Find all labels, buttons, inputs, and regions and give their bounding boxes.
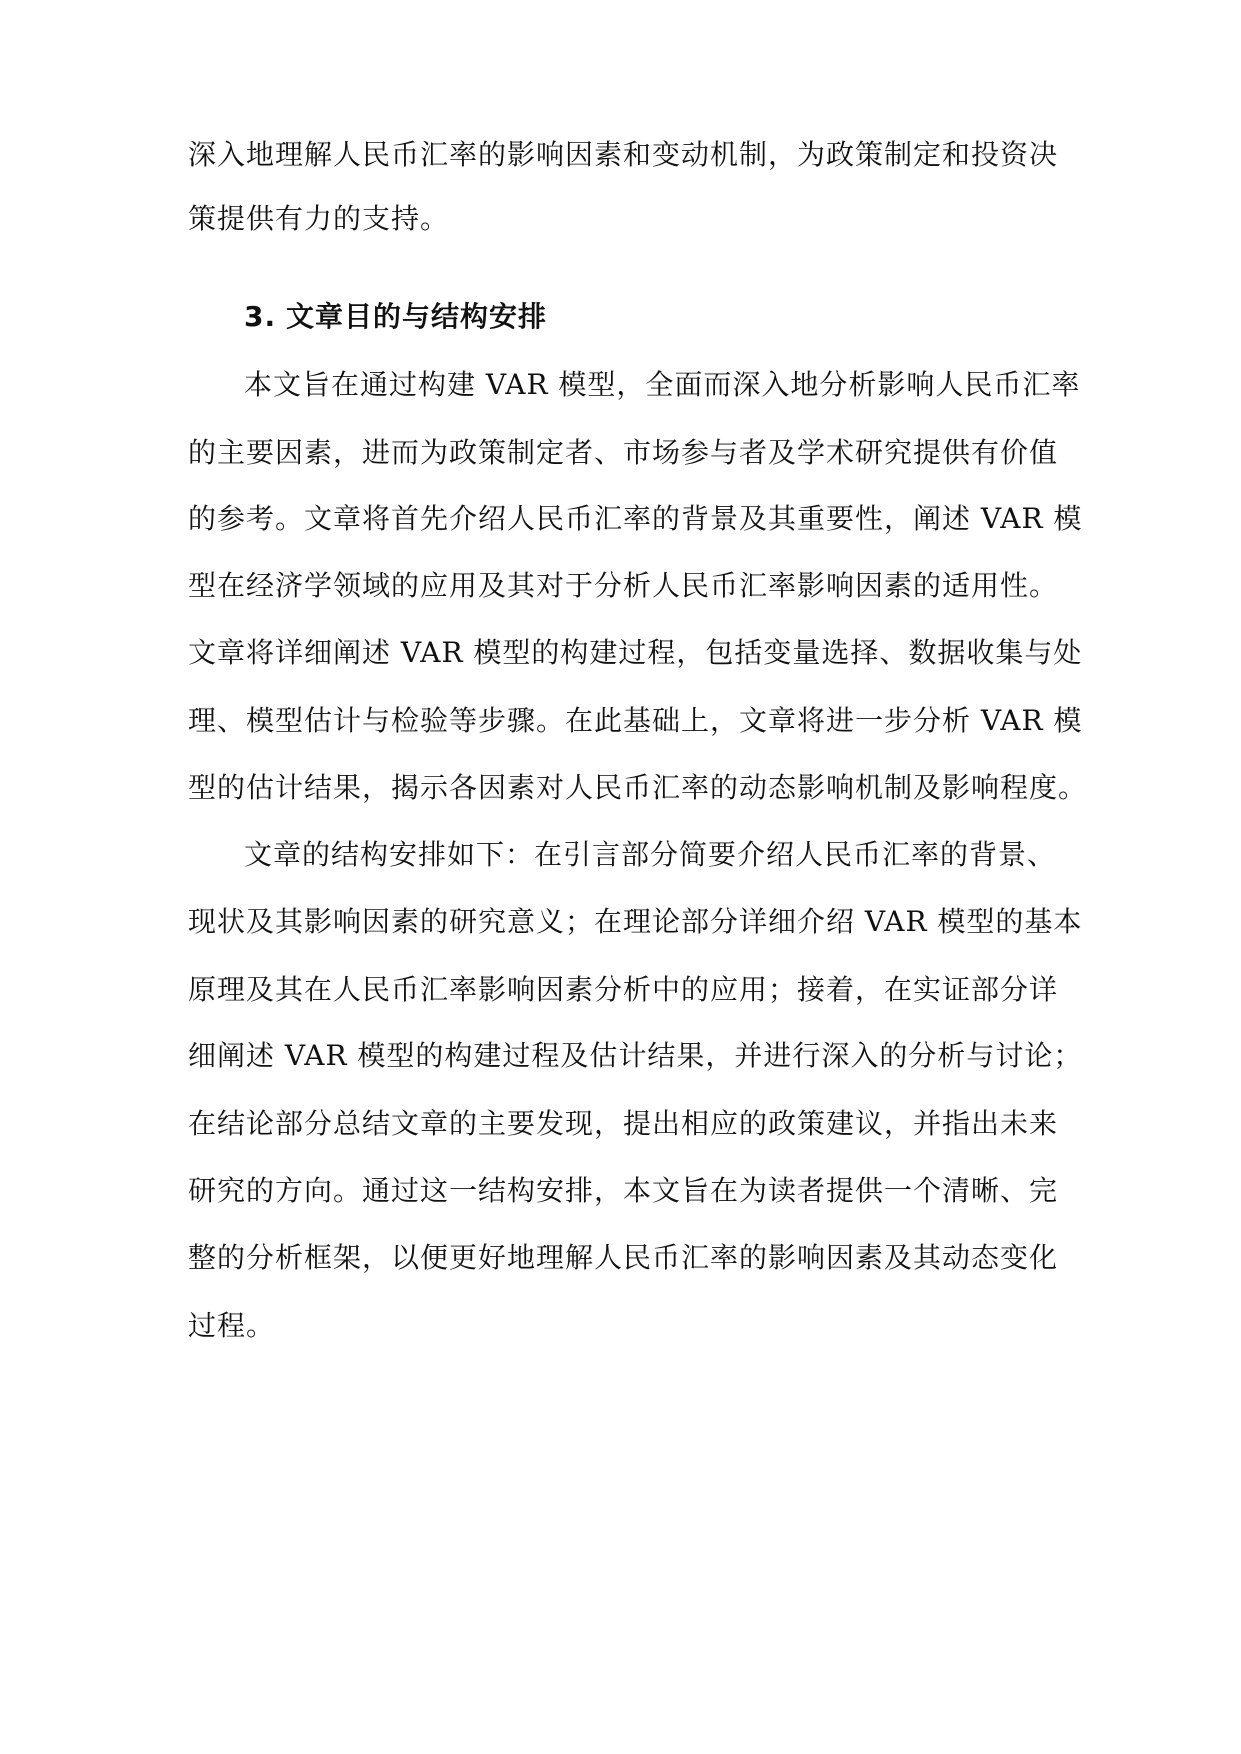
body-text-line: 本文旨在通过构建 VAR 模型，全面而深入地分析影响人民币汇率	[244, 368, 1081, 401]
body-text-line: 原理及其在人民币汇率影响因素分析中的应用；接着，在实证部分详	[188, 973, 1059, 1006]
body-text-line: 策提供有力的支持。	[188, 202, 450, 235]
body-text-line: 文章将详细阐述 VAR 模型的构建过程，包括变量选择、数据收集与处	[188, 636, 1083, 669]
section-title: 文章目的与结构安排	[286, 300, 548, 333]
body-text-line: 现状及其影响因素的研究意义；在理论部分详细介绍 VAR 模型的基本	[188, 905, 1083, 938]
body-text-line: 整的分析框架，以便更好地理解人民币汇率的影响因素及其动态变化	[188, 1241, 1059, 1274]
body-text-line: 的主要因素，进而为政策制定者、市场参与者及学术研究提供有价值	[188, 436, 1059, 469]
body-text-line: 过程。	[188, 1309, 276, 1342]
body-text-line: 文章的结构安排如下：在引言部分简要介绍人民币汇率的背景、	[244, 838, 1057, 871]
body-text-line: 型的估计结果，揭示各因素对人民币汇率的动态影响机制及影响程度。	[188, 771, 1088, 804]
body-text-line: 在结论部分总结文章的主要发现，提出相应的政策建议，并指出未来	[188, 1107, 1059, 1140]
body-text-line: 深入地理解人民币汇率的影响因素和变动机制，为政策制定和投资决	[188, 138, 1059, 171]
body-text-line: 型在经济学领域的应用及其对于分析人民币汇率影响因素的适用性。	[188, 569, 1059, 602]
section-heading	[244, 297, 547, 337]
body-text-line: 的参考。文章将首先介绍人民币汇率的背景及其重要性，阐述 VAR 模	[188, 502, 1083, 535]
body-text-line: 研究的方向。通过这一结构安排，本文旨在为读者提供一个清晰、完	[188, 1174, 1059, 1207]
section-number: 3.	[244, 300, 277, 333]
body-text-line: 细阐述 VAR 模型的构建过程及估计结果，并进行深入的分析与讨论；	[188, 1039, 1083, 1072]
body-text-line: 理、模型估计与检验等步骤。在此基础上，文章将进一步分析 VAR 模	[188, 704, 1083, 737]
